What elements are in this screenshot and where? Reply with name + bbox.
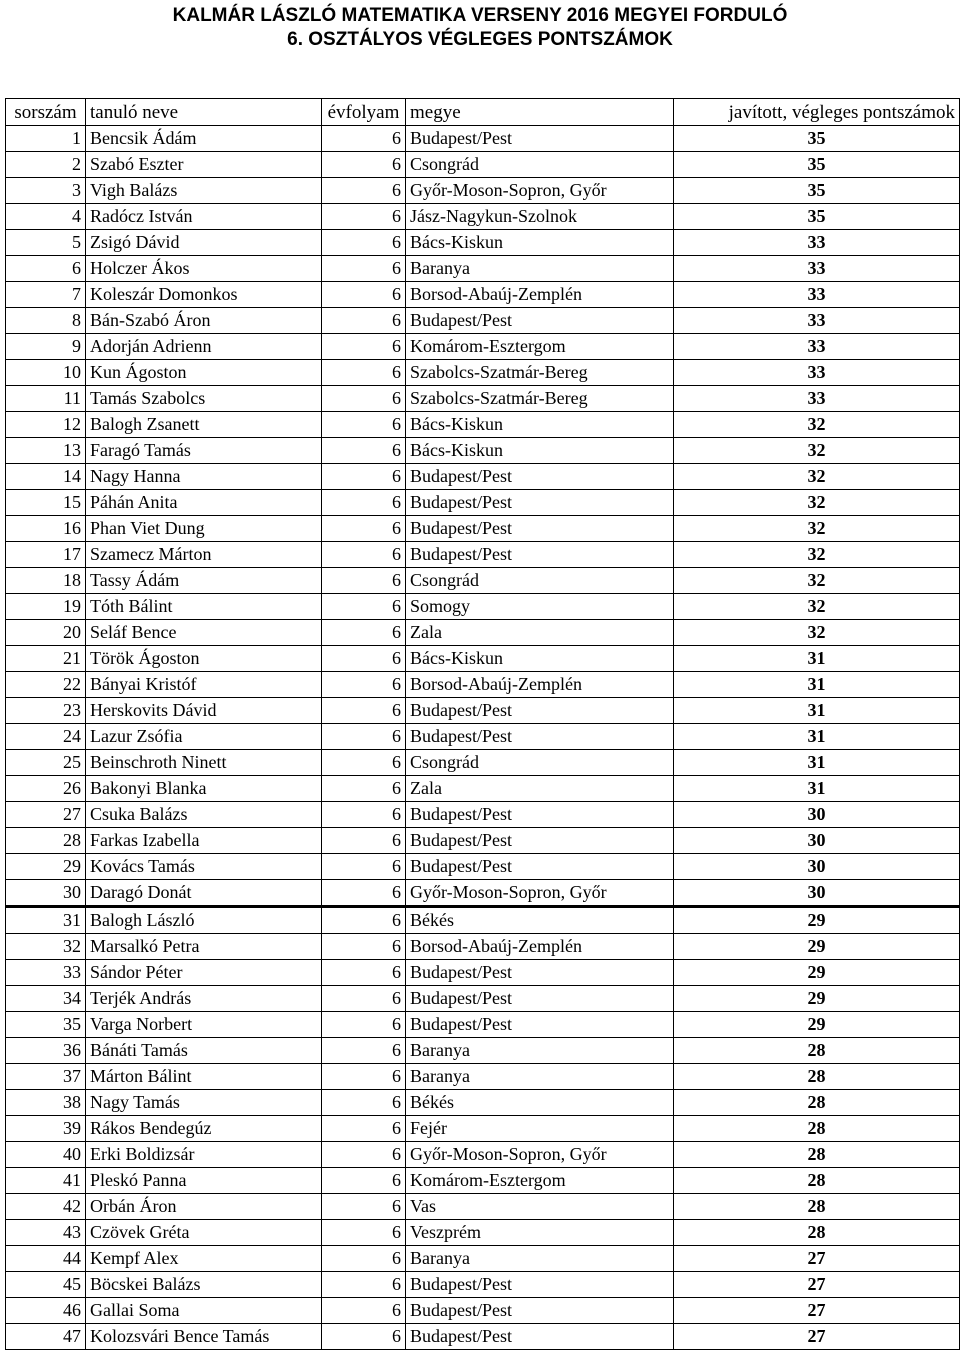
student-name-cell: Farkas Izabella [86, 828, 322, 854]
student-name-cell: Adorján Adrienn [86, 334, 322, 360]
county-cell: Budapest/Pest [406, 1298, 674, 1324]
student-name-cell: Szamecz Márton [86, 542, 322, 568]
county-cell: Budapest/Pest [406, 698, 674, 724]
grade-cell: 6 [322, 282, 406, 308]
score-cell: 29 [674, 1012, 960, 1038]
grade-cell: 6 [322, 412, 406, 438]
table-body [6, 126, 960, 1350]
rank-cell: 2 [6, 152, 86, 178]
student-name-cell: Török Ágoston [86, 646, 322, 672]
score-cell: 31 [674, 698, 960, 724]
rank-cell: 40 [6, 1142, 86, 1168]
rank-cell: 27 [6, 802, 86, 828]
rank-cell: 20 [6, 620, 86, 646]
county-cell: Győr-Moson-Sopron, Győr [406, 178, 674, 204]
grade-cell: 6 [322, 646, 406, 672]
header-row [6, 99, 960, 126]
student-name-cell: Nagy Tamás [86, 1090, 322, 1116]
table-row [6, 1142, 960, 1168]
county-cell: Győr-Moson-Sopron, Győr [406, 1142, 674, 1168]
score-cell: 29 [674, 986, 960, 1012]
county-cell: Budapest/Pest [406, 1012, 674, 1038]
county-cell: Békés [406, 1090, 674, 1116]
table-row [6, 750, 960, 776]
county-cell: Komárom-Esztergom [406, 1168, 674, 1194]
table-row [6, 360, 960, 386]
rank-cell: 23 [6, 698, 86, 724]
student-name-cell: Bánáti Tamás [86, 1038, 322, 1064]
table-row [6, 230, 960, 256]
rank-cell: 5 [6, 230, 86, 256]
table-row [6, 620, 960, 646]
grade-cell: 6 [322, 308, 406, 334]
grade-cell: 6 [322, 1272, 406, 1298]
grade-cell: 6 [322, 960, 406, 986]
table-row [6, 334, 960, 360]
rank-cell: 31 [6, 907, 86, 934]
rank-cell: 18 [6, 568, 86, 594]
page-subtitle: 6. OSZTÁLYOS VÉGLEGES PONTSZÁMOK [287, 29, 673, 50]
grade-cell: 6 [322, 750, 406, 776]
rank-cell: 26 [6, 776, 86, 802]
score-cell: 32 [674, 594, 960, 620]
table-row [6, 204, 960, 230]
score-cell: 30 [674, 802, 960, 828]
rank-cell: 10 [6, 360, 86, 386]
score-cell: 33 [674, 308, 960, 334]
student-name-cell: Vigh Balázs [86, 178, 322, 204]
column-header-grade: évfolyam [322, 99, 406, 126]
score-cell: 32 [674, 490, 960, 516]
rank-cell: 13 [6, 438, 86, 464]
rank-cell: 1 [6, 126, 86, 152]
table-row [6, 178, 960, 204]
student-name-cell: Kempf Alex [86, 1246, 322, 1272]
rank-cell: 6 [6, 256, 86, 282]
student-name-cell: Kovács Tamás [86, 854, 322, 880]
county-cell: Baranya [406, 256, 674, 282]
score-cell: 33 [674, 386, 960, 412]
table-row [6, 1090, 960, 1116]
rank-cell: 4 [6, 204, 86, 230]
grade-cell: 6 [322, 490, 406, 516]
score-cell: 28 [674, 1038, 960, 1064]
score-cell: 30 [674, 880, 960, 907]
score-cell: 35 [674, 152, 960, 178]
rank-cell: 43 [6, 1220, 86, 1246]
grade-cell: 6 [322, 620, 406, 646]
score-cell: 31 [674, 724, 960, 750]
grade-cell: 6 [322, 1116, 406, 1142]
table-row [6, 880, 960, 907]
county-cell: Szabolcs-Szatmár-Bereg [406, 360, 674, 386]
score-cell: 33 [674, 256, 960, 282]
student-name-cell: Sándor Péter [86, 960, 322, 986]
student-name-cell: Marsalkó Petra [86, 934, 322, 960]
student-name-cell: Gallai Soma [86, 1298, 322, 1324]
rank-cell: 3 [6, 178, 86, 204]
score-cell: 28 [674, 1064, 960, 1090]
county-cell: Budapest/Pest [406, 1272, 674, 1298]
rank-cell: 32 [6, 934, 86, 960]
grade-cell: 6 [322, 594, 406, 620]
table-row [6, 412, 960, 438]
score-cell: 30 [674, 828, 960, 854]
county-cell: Budapest/Pest [406, 490, 674, 516]
student-name-cell: Phan Viet Dung [86, 516, 322, 542]
county-cell: Borsod-Abaúj-Zemplén [406, 934, 674, 960]
grade-cell: 6 [322, 907, 406, 934]
score-cell: 35 [674, 126, 960, 152]
rank-cell: 7 [6, 282, 86, 308]
table-row [6, 1220, 960, 1246]
grade-cell: 6 [322, 672, 406, 698]
student-name-cell: Nagy Hanna [86, 464, 322, 490]
student-name-cell: Tamás Szabolcs [86, 386, 322, 412]
table-row [6, 1116, 960, 1142]
table-row [6, 698, 960, 724]
score-cell: 28 [674, 1116, 960, 1142]
table-row [6, 568, 960, 594]
grade-cell: 6 [322, 516, 406, 542]
rank-cell: 17 [6, 542, 86, 568]
student-name-cell: Radócz István [86, 204, 322, 230]
student-name-cell: Rákos Bendegúz [86, 1116, 322, 1142]
grade-cell: 6 [322, 1246, 406, 1272]
table-row [6, 152, 960, 178]
score-cell: 33 [674, 334, 960, 360]
student-name-cell: Holczer Ákos [86, 256, 322, 282]
county-cell: Zala [406, 620, 674, 646]
score-cell: 32 [674, 412, 960, 438]
grade-cell: 6 [322, 438, 406, 464]
county-cell: Budapest/Pest [406, 308, 674, 334]
table-row [6, 386, 960, 412]
grade-cell: 6 [322, 360, 406, 386]
score-cell: 32 [674, 464, 960, 490]
student-name-cell: Seláf Bence [86, 620, 322, 646]
score-cell: 28 [674, 1142, 960, 1168]
table-row [6, 594, 960, 620]
county-cell: Vas [406, 1194, 674, 1220]
county-cell: Budapest/Pest [406, 986, 674, 1012]
student-name-cell: Bán-Szabó Áron [86, 308, 322, 334]
rank-cell: 46 [6, 1298, 86, 1324]
student-name-cell: Koleszár Domonkos [86, 282, 322, 308]
grade-cell: 6 [322, 1142, 406, 1168]
score-cell: 33 [674, 360, 960, 386]
county-cell: Baranya [406, 1064, 674, 1090]
score-cell: 32 [674, 438, 960, 464]
grade-cell: 6 [322, 698, 406, 724]
county-cell: Budapest/Pest [406, 854, 674, 880]
score-cell: 31 [674, 646, 960, 672]
grade-cell: 6 [322, 1220, 406, 1246]
student-name-cell: Tóth Bálint [86, 594, 322, 620]
grade-cell: 6 [322, 724, 406, 750]
score-cell: 32 [674, 542, 960, 568]
student-name-cell: Balogh László [86, 907, 322, 934]
table-row [6, 308, 960, 334]
score-cell: 27 [674, 1324, 960, 1350]
rank-cell: 24 [6, 724, 86, 750]
county-cell: Budapest/Pest [406, 1324, 674, 1350]
student-name-cell: Páhán Anita [86, 490, 322, 516]
county-cell: Budapest/Pest [406, 802, 674, 828]
table-row [6, 516, 960, 542]
student-name-cell: Balogh Zsanett [86, 412, 322, 438]
score-cell: 32 [674, 568, 960, 594]
score-cell: 27 [674, 1246, 960, 1272]
column-header-name: tanuló neve [86, 99, 322, 126]
rank-cell: 47 [6, 1324, 86, 1350]
score-cell: 35 [674, 178, 960, 204]
score-cell: 35 [674, 204, 960, 230]
grade-cell: 6 [322, 880, 406, 907]
score-cell: 28 [674, 1168, 960, 1194]
table-row [6, 1246, 960, 1272]
table-row [6, 672, 960, 698]
score-cell: 32 [674, 516, 960, 542]
rank-cell: 35 [6, 1012, 86, 1038]
table-row [6, 934, 960, 960]
county-cell: Budapest/Pest [406, 542, 674, 568]
rank-cell: 41 [6, 1168, 86, 1194]
student-name-cell: Zsigó Dávid [86, 230, 322, 256]
score-cell: 27 [674, 1298, 960, 1324]
table-row [6, 126, 960, 152]
grade-cell: 6 [322, 178, 406, 204]
score-cell: 28 [674, 1090, 960, 1116]
county-cell: Csongrád [406, 568, 674, 594]
student-name-cell: Daragó Donát [86, 880, 322, 907]
table-row [6, 490, 960, 516]
student-name-cell: Böcskei Balázs [86, 1272, 322, 1298]
student-name-cell: Csuka Balázs [86, 802, 322, 828]
rank-cell: 44 [6, 1246, 86, 1272]
grade-cell: 6 [322, 542, 406, 568]
score-cell: 28 [674, 1194, 960, 1220]
table-row [6, 1272, 960, 1298]
column-header-rank: sorszám [6, 99, 86, 126]
table-row [6, 854, 960, 880]
score-cell: 31 [674, 776, 960, 802]
county-cell: Baranya [406, 1038, 674, 1064]
rank-cell: 34 [6, 986, 86, 1012]
table-row [6, 776, 960, 802]
grade-cell: 6 [322, 1298, 406, 1324]
score-cell: 29 [674, 934, 960, 960]
rank-cell: 12 [6, 412, 86, 438]
column-header-county: megye [406, 99, 674, 126]
grade-cell: 6 [322, 230, 406, 256]
grade-cell: 6 [322, 126, 406, 152]
score-cell: 33 [674, 282, 960, 308]
county-cell: Bács-Kiskun [406, 230, 674, 256]
rank-cell: 39 [6, 1116, 86, 1142]
student-name-cell: Tassy Ádám [86, 568, 322, 594]
rank-cell: 28 [6, 828, 86, 854]
grade-cell: 6 [322, 152, 406, 178]
score-cell: 29 [674, 960, 960, 986]
table-row [6, 1012, 960, 1038]
student-name-cell: Kun Ágoston [86, 360, 322, 386]
rank-cell: 29 [6, 854, 86, 880]
county-cell: Veszprém [406, 1220, 674, 1246]
county-cell: Bács-Kiskun [406, 646, 674, 672]
county-cell: Békés [406, 907, 674, 934]
county-cell: Budapest/Pest [406, 828, 674, 854]
grade-cell: 6 [322, 1038, 406, 1064]
table-row [6, 438, 960, 464]
student-name-cell: Bencsik Ádám [86, 126, 322, 152]
grade-cell: 6 [322, 334, 406, 360]
grade-cell: 6 [322, 386, 406, 412]
table-row [6, 542, 960, 568]
student-name-cell: Terjék András [86, 986, 322, 1012]
rank-cell: 30 [6, 880, 86, 907]
rank-cell: 14 [6, 464, 86, 490]
table-row [6, 907, 960, 934]
grade-cell: 6 [322, 986, 406, 1012]
table-row [6, 802, 960, 828]
grade-cell: 6 [322, 204, 406, 230]
table-row [6, 960, 960, 986]
table-row [6, 282, 960, 308]
county-cell: Győr-Moson-Sopron, Győr [406, 880, 674, 907]
rank-cell: 42 [6, 1194, 86, 1220]
score-cell: 31 [674, 672, 960, 698]
county-cell: Bács-Kiskun [406, 412, 674, 438]
grade-cell: 6 [322, 934, 406, 960]
table-row [6, 986, 960, 1012]
grade-cell: 6 [322, 802, 406, 828]
table-row [6, 1038, 960, 1064]
grade-cell: 6 [322, 568, 406, 594]
student-name-cell: Herskovits Dávid [86, 698, 322, 724]
rank-cell: 33 [6, 960, 86, 986]
student-name-cell: Czövek Gréta [86, 1220, 322, 1246]
grade-cell: 6 [322, 1324, 406, 1350]
table-row [6, 1168, 960, 1194]
county-cell: Borsod-Abaúj-Zemplén [406, 282, 674, 308]
column-header-score: javított, végleges pontszámok [674, 99, 960, 126]
grade-cell: 6 [322, 854, 406, 880]
rank-cell: 25 [6, 750, 86, 776]
rank-cell: 15 [6, 490, 86, 516]
table-row [6, 828, 960, 854]
county-cell: Budapest/Pest [406, 516, 674, 542]
grade-cell: 6 [322, 464, 406, 490]
county-cell: Csongrád [406, 750, 674, 776]
score-cell: 33 [674, 230, 960, 256]
county-cell: Komárom-Esztergom [406, 334, 674, 360]
student-name-cell: Márton Bálint [86, 1064, 322, 1090]
county-cell: Fejér [406, 1116, 674, 1142]
rank-cell: 9 [6, 334, 86, 360]
rank-cell: 36 [6, 1038, 86, 1064]
student-name-cell: Szabó Eszter [86, 152, 322, 178]
table-row [6, 1298, 960, 1324]
table-row [6, 1064, 960, 1090]
table-row [6, 1324, 960, 1350]
county-cell: Budapest/Pest [406, 126, 674, 152]
table-row [6, 646, 960, 672]
grade-cell: 6 [322, 1064, 406, 1090]
score-cell: 27 [674, 1272, 960, 1298]
grade-cell: 6 [322, 256, 406, 282]
rank-cell: 37 [6, 1064, 86, 1090]
rank-cell: 11 [6, 386, 86, 412]
grade-cell: 6 [322, 1168, 406, 1194]
rank-cell: 22 [6, 672, 86, 698]
student-name-cell: Beinschroth Ninett [86, 750, 322, 776]
score-cell: 29 [674, 907, 960, 934]
rank-cell: 16 [6, 516, 86, 542]
county-cell: Budapest/Pest [406, 724, 674, 750]
county-cell: Jász-Nagykun-Szolnok [406, 204, 674, 230]
county-cell: Bács-Kiskun [406, 438, 674, 464]
score-cell: 28 [674, 1220, 960, 1246]
student-name-cell: Bakonyi Blanka [86, 776, 322, 802]
table-row [6, 724, 960, 750]
county-cell: Somogy [406, 594, 674, 620]
rank-cell: 21 [6, 646, 86, 672]
county-cell: Budapest/Pest [406, 960, 674, 986]
score-cell: 30 [674, 854, 960, 880]
student-name-cell: Varga Norbert [86, 1012, 322, 1038]
student-name-cell: Faragó Tamás [86, 438, 322, 464]
student-name-cell: Lazur Zsófia [86, 724, 322, 750]
grade-cell: 6 [322, 828, 406, 854]
page-title: KALMÁR LÁSZLÓ MATEMATIKA VERSENY 2016 MEGYEI FORDULÓ [172, 5, 788, 26]
table-row [6, 1194, 960, 1220]
rank-cell: 38 [6, 1090, 86, 1116]
county-cell: Budapest/Pest [406, 464, 674, 490]
grade-cell: 6 [322, 1194, 406, 1220]
score-cell: 32 [674, 620, 960, 646]
grade-cell: 6 [322, 1090, 406, 1116]
table-header [6, 99, 960, 126]
grade-cell: 6 [322, 776, 406, 802]
table-row [6, 464, 960, 490]
rank-cell: 19 [6, 594, 86, 620]
grade-cell: 6 [322, 1012, 406, 1038]
county-cell: Csongrád [406, 152, 674, 178]
county-cell: Baranya [406, 1246, 674, 1272]
results-table [5, 98, 960, 1350]
county-cell: Borsod-Abaúj-Zemplén [406, 672, 674, 698]
county-cell: Szabolcs-Szatmár-Bereg [406, 386, 674, 412]
student-name-cell: Bányai Kristóf [86, 672, 322, 698]
score-cell: 31 [674, 750, 960, 776]
table-row [6, 256, 960, 282]
rank-cell: 45 [6, 1272, 86, 1298]
student-name-cell: Kolozsvári Bence Tamás [86, 1324, 322, 1350]
student-name-cell: Orbán Áron [86, 1194, 322, 1220]
student-name-cell: Erki Boldizsár [86, 1142, 322, 1168]
rank-cell: 8 [6, 308, 86, 334]
county-cell: Zala [406, 776, 674, 802]
student-name-cell: Pleskó Panna [86, 1168, 322, 1194]
